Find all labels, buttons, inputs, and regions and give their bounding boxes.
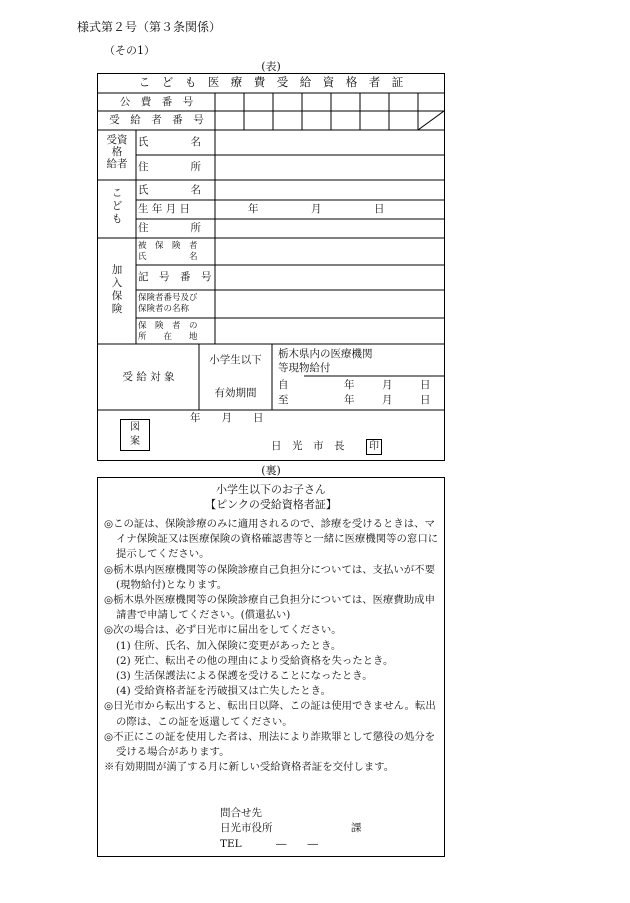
notice-sub-item: (4) 受給資格者証を汚破損又は亡失したとき。 [116,685,332,698]
valid-to-label: 至 [278,394,289,406]
notice-item: ◎日光市から転出すると、転出日以降、この証は使用できません。転出の際は、この証を返還してください。 [104,700,436,728]
back-title-1: 小学生以下のお子さん [216,483,326,496]
recipient-group-label: 受資 格 給者 [106,134,128,170]
contact-tel-dashes: ― ― [276,838,318,850]
insurer-address-label-1: 保 険 者 の [138,321,198,331]
back-certificate [97,477,445,857]
form-sub-number: （その1） [104,44,155,57]
recipient-number-label: 受 給 者 番 号 [109,114,204,126]
insured-name-label-2: 氏 名 [138,252,198,262]
contact-section: 課 [351,822,362,834]
to-day: 日 [420,394,431,406]
insurer-label-2: 保険者の名称 [138,304,190,314]
from-day: 日 [420,379,431,391]
symbol-number-label: 記 号 番 号 [138,271,212,283]
insurer-address-label-2: 所 在 地 [138,332,198,342]
back-side-label: (裏) [261,464,281,477]
benefit-line-1: 栃木県内の医療機関 [278,348,373,360]
notice-list [104,517,440,775]
to-year: 年 [344,394,355,406]
notice-item: ◎この証は、保険診療のみに適用されるので、診療を受けるときは、マイナ保険証又は医療保険の資格確認書等と一緒に医療機関等の窓口に提示してください。 [104,518,439,561]
form-number: 様式第２号（第３条関係） [77,20,222,34]
child-address-label: 住 所 [138,222,201,234]
contact-heading: 問合せ先 [220,807,262,819]
notice-sub-item: (3) 生活保護法による保護を受けることになったとき。 [116,670,373,683]
notice-sub-item: (1) 住所、氏名、加入保険に変更があったとき。 [116,639,342,652]
eligibility-label: 受 給 対 象 [122,371,175,383]
notice-item: ◎不正にこの証を使用した者は、刑法により詐欺罪として懲役の処分を受ける場合があります。 [104,730,436,759]
insurance-group-label: 加 入 保 険 [111,264,123,315]
from-year: 年 [344,379,355,391]
front-side-label: (表) [261,60,281,73]
notice-item: ◎次の場合は、必ず日光市に届出をしてください。 [104,624,342,637]
certificate-title: こ ど も 医 療 費 受 給 資 格 者 証 [138,75,404,89]
mayor-title: 日 光 市 長 [271,440,345,452]
insurer-label-1: 保険者番号及び [138,293,198,303]
notice-item: ◎栃木県内医療機関等の保険診療自己負担分については、支払いが不要(現物給付)となります。 [104,563,435,591]
seal-mark: 印 [366,439,382,455]
public-number-label: 公 費 番 号 [119,96,194,108]
to-month: 月 [382,394,393,406]
issue-date: 年 月 日 [190,412,264,424]
design-text-1: 図 [130,422,140,433]
official-seal [366,439,382,455]
notice-item: ※有効期間が満了する月に新しい受給資格者証を交付します。 [104,761,395,774]
notice-item: ◎栃木県外医療機関等の保険診療自己負担分については、医療費助成申請書で申請してください。(償還払い) [104,594,435,622]
recipient-address-label: 住 所 [138,161,201,173]
recipient-name-label: 氏 名 [138,136,201,148]
from-month: 月 [382,379,393,391]
front-certificate [97,73,445,461]
notice-sub-item: (2) 死亡、転出その他の理由により受給資格を失ったとき。 [116,654,394,667]
child-group-label: こ ど も [111,187,123,225]
back-title-2: 【ピンクの受給資格者証】 [205,498,337,511]
validity-label: 有効期間 [214,387,257,399]
contact-tel-label: TEL [220,838,242,850]
child-birth-value: 年 月 日 [248,203,385,215]
insured-name-label-1: 被 保 険 者 [138,241,198,251]
design-text-2: 案 [130,436,140,447]
benefit-line-2: 等現物給付 [278,362,331,374]
contact-office: 日光市役所 [220,822,273,834]
child-birth-label: 生 年 月 日 [138,203,191,215]
design-placeholder [120,419,150,451]
elementary-label: 小学生以下 [209,354,262,366]
child-name-label: 氏 名 [138,184,201,196]
valid-from-label: 自 [278,379,289,391]
